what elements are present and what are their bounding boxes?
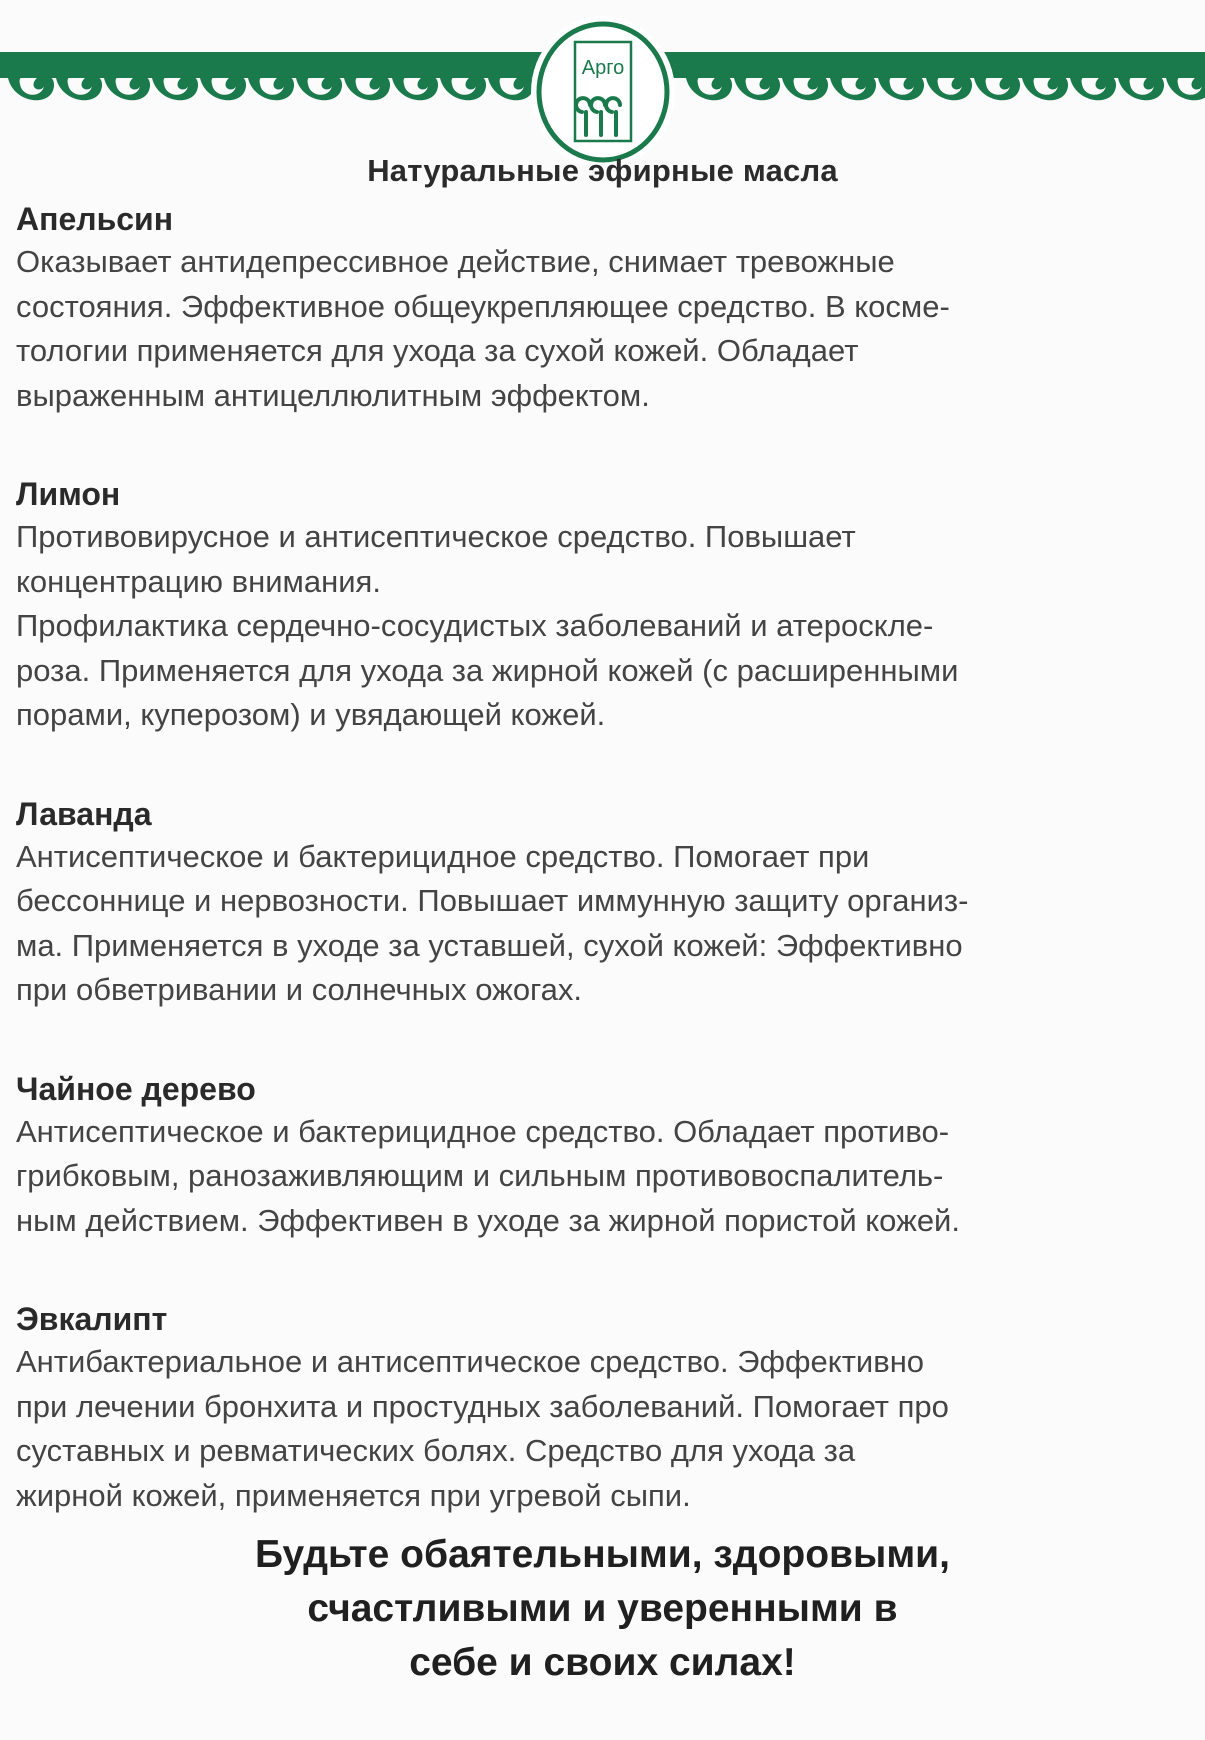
wave-ornament [296,75,342,101]
wave-ornament [200,75,246,101]
oil-name: Эвкалипт [16,1301,168,1337]
wave-ornament [878,75,924,101]
oil-description: Антисептическое и бактерицидное средство. Помогает при бессоннице и нервозности. Повышает иммунную защиту организ- ма. Применяется в уходе за уставшей, сухой кожей: Эффективно при обветривании и солнечных ожогах. [16,838,969,1007]
closing-message: Будьте обаятельными, здоровыми, счастливыми и уверенными в себе и своих силах! [255,1533,950,1684]
wave-ornament [248,75,294,101]
oil-description: Антибактериальное и антисептическое средство. Эффективно при лечении бронхита и простудных заболеваний. Помогает про суставных и ревматических болях. Средство для ухода за жирной кожей, применяется при угревой сыпи. [16,1344,949,1513]
wave-ornament [344,75,390,101]
wave-ornament [974,75,1020,101]
logo-text: Арго [581,57,625,79]
wave-ornament [734,75,780,101]
wave-ornament [1118,75,1164,101]
oil-description: Оказывает антидепрессивное действие, снимает тревожные состояния. Эффективное общеукрепляющее средство. В косме- тологии применяется для ухода за сухой кожей. Обладает выраженным антицеллюлитным эффектом. [16,244,950,413]
oil-name: Лаванда [16,795,152,832]
wave-ornament [1070,75,1116,101]
wave-ornament [488,75,534,101]
brand-logo [531,16,675,165]
wave-ornament [686,75,732,101]
wave-ornament [104,75,150,101]
oil-description: Противовирусное и антисептическое средство. Повышает концентрацию внимания. Профилактика сердечно-сосудистых заболеваний и атероскле- роза. Применяется для ухода за жирной кожей (с расширенными порами, куперозом) и увядающей кожей. [16,519,959,732]
oil-section-lavender [16,793,1196,1013]
oil-name: Лимон [16,476,121,512]
oil-section-orange [16,198,1196,418]
wave-ornament [440,75,486,101]
page-title: Натуральные эфирные масла [367,153,838,188]
oil-name: Чайное дерево [16,1070,256,1107]
wave-ornament [8,75,54,101]
oil-list [16,198,1196,1600]
wave-border [0,0,1205,165]
oil-name: Апельсин [16,201,174,237]
oil-section-lemon [16,473,1196,738]
wave-ornament [926,75,972,101]
oil-section-eucalyptus [16,1298,1196,1518]
oil-description: Антисептическое и бактерицидное средство. Обладает противо- грибковым, ранозаживляющим и сильным противовоспалитель- ным действием. Эффективен в уходе за жирной пористой кожей. [16,1113,960,1238]
oil-section-tea-tree [16,1068,1196,1244]
wave-ornament [1166,75,1205,101]
wave-ornament [152,75,198,101]
header-band [0,0,1205,165]
wave-ornament [1022,75,1068,101]
wave-ornament [830,75,876,101]
wave-ornament [392,75,438,101]
wave-ornament [782,75,828,101]
wave-ornament [56,75,102,101]
